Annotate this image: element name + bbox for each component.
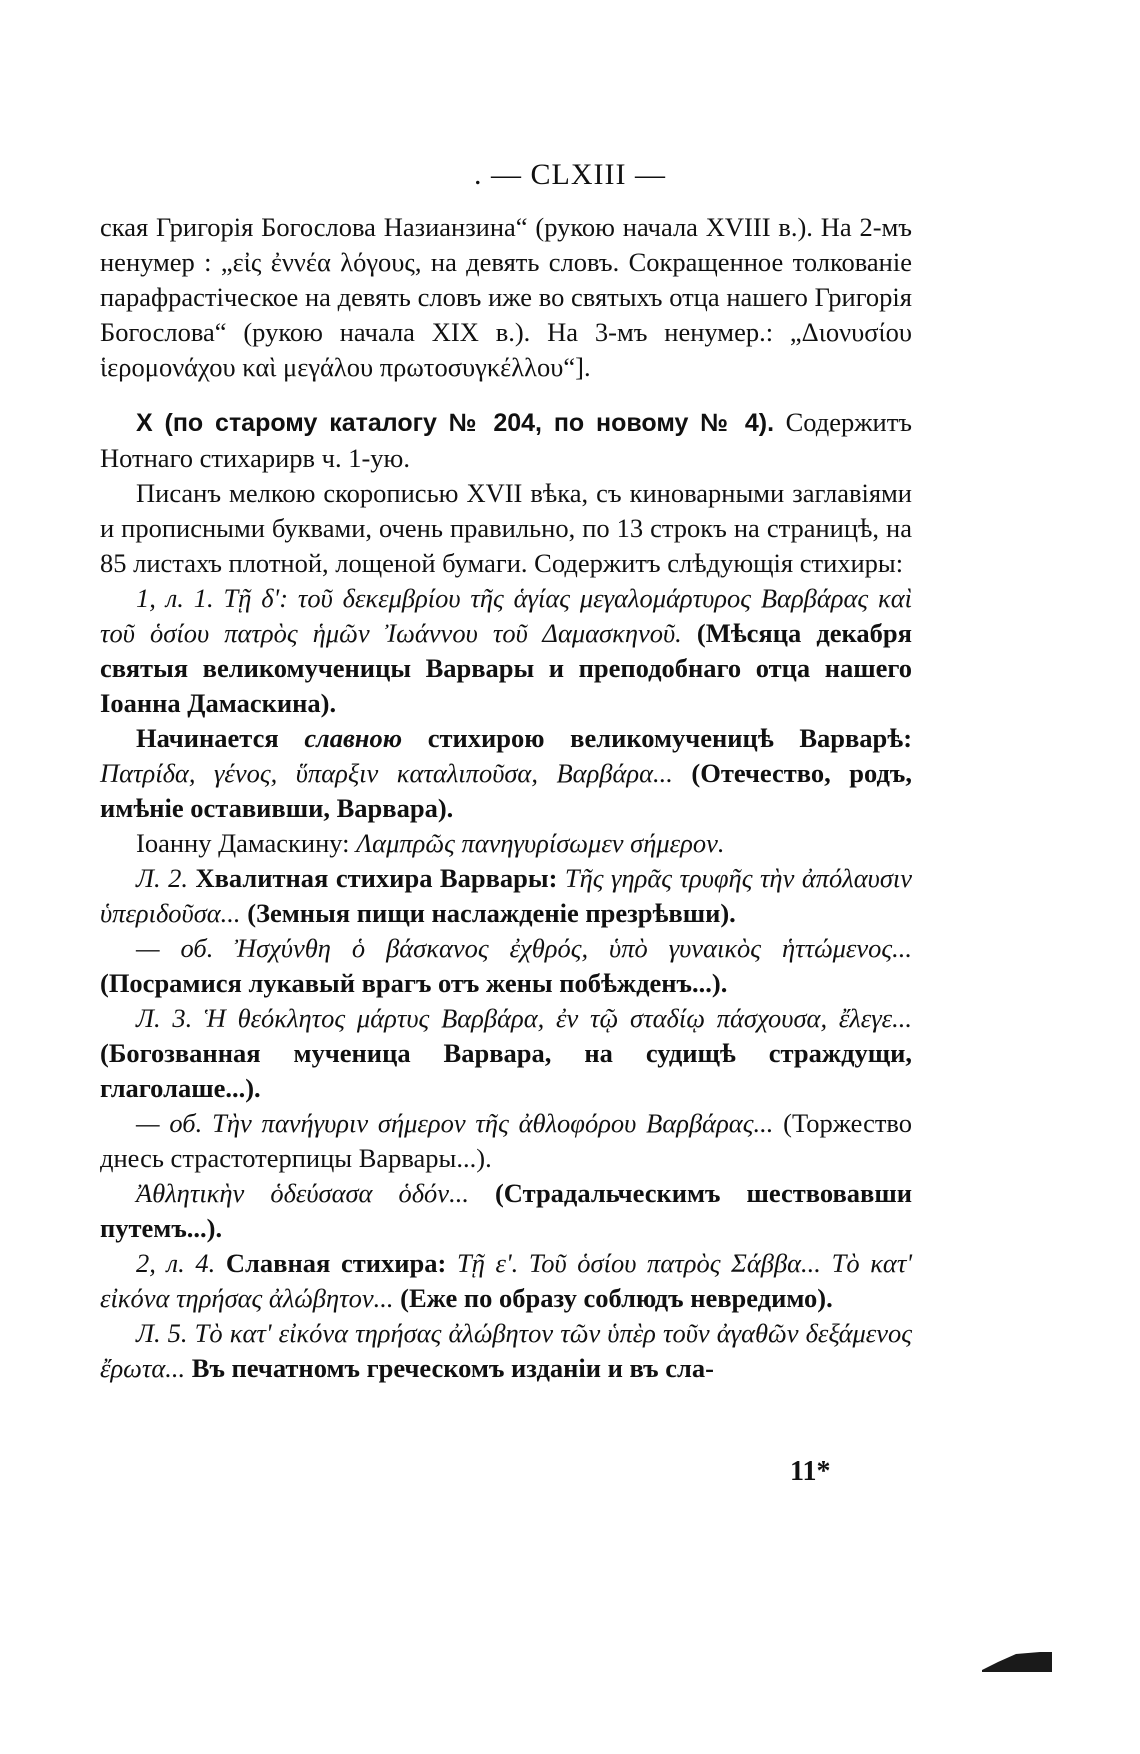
paragraph-6: Іоанну Дамаскину: Λαμπρῶς πανηγυρίσωμεν σήμερον. — [136, 828, 725, 858]
russian-text: (Земныя пищи наслажденіе презрѣвши). — [247, 898, 736, 928]
greek-text: Τῆς γηρᾶς τρυφῆς τὴν ἀπόλαυσιν ὑπεριδοῦσα... — [100, 863, 913, 928]
russian-text: Въ печатномъ греческомъ изданіи и въ сла- — [191, 1353, 714, 1383]
folio-ref: Л. 5. — [136, 1318, 188, 1348]
paragraph-11 — [100, 1176, 912, 1246]
paragraph-5: Начинается славною стихирою великомученицѣ Варварѣ: Πατρίδα, γένος, ὕπαρξιν καταλιποῦσα, Βαρβάρα... (Отечество, родъ, имѣніе оставивши, Варвара). — [100, 723, 913, 823]
russian-text: (Торжество днесь страстотерпицы Варвары...). — [100, 1108, 912, 1173]
russian-text: (Посрамися лукавый врагъ отъ жены побѣжденъ...). — [100, 968, 728, 998]
paragraph-9 — [100, 1001, 912, 1106]
russian-text: (Страдальческимъ шествовавши путемъ...). — [100, 1178, 913, 1243]
paragraph-3: Писанъ мелкою скорописью XVII вѣка, съ киноварными заглавіями и прописными буквами, очень правильно, по 13 строкъ на страницѣ, на 85 листахъ плотной, лощеной бумаги. Содержитъ слѣдующія стихиры: — [100, 478, 912, 578]
folio-ref: 2, л. 4. — [136, 1248, 216, 1278]
greek-text: Τῇ δ': τοῦ δεκεμβρίου τῆς ἁγίας μεγαλομάρτυρος Βαρβάρας καὶ τοῦ ὁσίου πατρὸς ἡμῶν Ἰωάννου τοῦ Δαμασκηνοῦ. — [100, 583, 913, 648]
main-text — [100, 210, 912, 1386]
folio-ref: — об. — [136, 933, 214, 963]
russian-text: (Мѣсяца декабря святыя великомученицы Варвары и преподобнаго отца нашего Іоанна Дамаскина). — [100, 618, 913, 718]
russian-text: (Еже по образу соблюдъ невредимо). — [400, 1283, 833, 1313]
paragraph-7: Л. 2. Хвалитная стихира Варвары: Τῆς γηρᾶς τρυφῆς τὴν ἀπόλαυσιν ὑπεριδοῦσα... (Земныя пищи наслажденіе презрѣвши). — [100, 863, 913, 928]
scan-smudge-mark — [982, 1648, 1052, 1672]
paragraph-4 — [100, 581, 912, 721]
paragraph-8 — [100, 931, 912, 1001]
signature-mark: 11* — [790, 1456, 831, 1487]
greek-text: Πατρίδα, γένος, ὕπαρξιν καταλιποῦσα, Βαρβάρα... — [100, 758, 673, 788]
manuscript-heading: X (по старому каталогу № 204, по новому № 4). — [136, 409, 775, 437]
paragraph-2-rest: Содержитъ Нотнаго стихарирв ч. 1-ую. — [100, 407, 912, 473]
greek-text: Τὸ κατ' εἰκόνα τηρήσας ἀλώβητον τῶν ὑπὲρ τοῦν ἀγαθῶν δεξάμενος ἔρωτα... — [100, 1318, 913, 1383]
greek-text: Ἡ θεόκλητος μάρτυς Βαρβάρα, ἐν τῷ σταδίῳ πάσχουσα, ἔλεγε... — [204, 1003, 912, 1033]
greek-text: Ἠσχύνθη ὁ βάσκανος ἐχθρός, ὑπὸ γυναικὸς ἡττώμενος... — [234, 933, 913, 963]
greek-text: Ἀθλητικὴν ὁδεύσασα ὁδόν... — [136, 1178, 469, 1208]
russian-text: (Отечество, родъ, имѣніе оставивши, Варвара). — [100, 758, 913, 823]
paragraph-1: ская Григорія Богослова Назианзина“ (рукою начала XVIII в.). На 2-мъ ненумер : „εἰς ἐννέα λόγους, на девять словъ. Сокращенное толкованіе парафрастіческое на девять словъ иже во святыхъ отца нашего Григорія Богослова“ (рукою начала XIX в.). На 3-мъ ненумер.: „Διονυσίου ἱερομονάχου καὶ μεγάλου πρωτοσυγκέλλου“]. — [100, 212, 912, 382]
russian-text: (Богозванная мученица Варвара, на судищѣ страждущи, глаголаше...). — [100, 1038, 912, 1103]
paragraph-12: 2, л. 4. Славная стихира: Τῇ ε'. Τοῦ ὁσίου πατρὸς Σάββα... Τὸ κατ' εἰκόνα τηρήσας ἀλώβητον... (Еже по образу соблюдъ невредимо). — [100, 1248, 912, 1313]
folio-ref: Л. 3. — [136, 1003, 193, 1033]
page-numeral: . — CLXIII — — [474, 158, 666, 191]
folio-ref: — об. — [136, 1108, 203, 1138]
paragraph-2 — [100, 405, 912, 476]
greek-text: Τὴν πανήγυριν σήμερον τῆς ἀθλοφόρου Βαρβάρας... — [212, 1108, 774, 1138]
folio-ref: 1, л. 1. — [136, 583, 214, 613]
folio-ref: Л. 2. — [136, 863, 188, 893]
paragraph-10 — [100, 1106, 912, 1176]
greek-text: Λαμπρῶς πανηγυρίσωμεν σήμερον. — [356, 828, 725, 858]
paragraph-13 — [100, 1316, 912, 1386]
greek-text: Τῇ ε'. Τοῦ ὁσίου πατρὸς Σάββα... Τὸ κατ' εἰκόνα τηρήσας ἀλώβητον... — [100, 1248, 912, 1313]
